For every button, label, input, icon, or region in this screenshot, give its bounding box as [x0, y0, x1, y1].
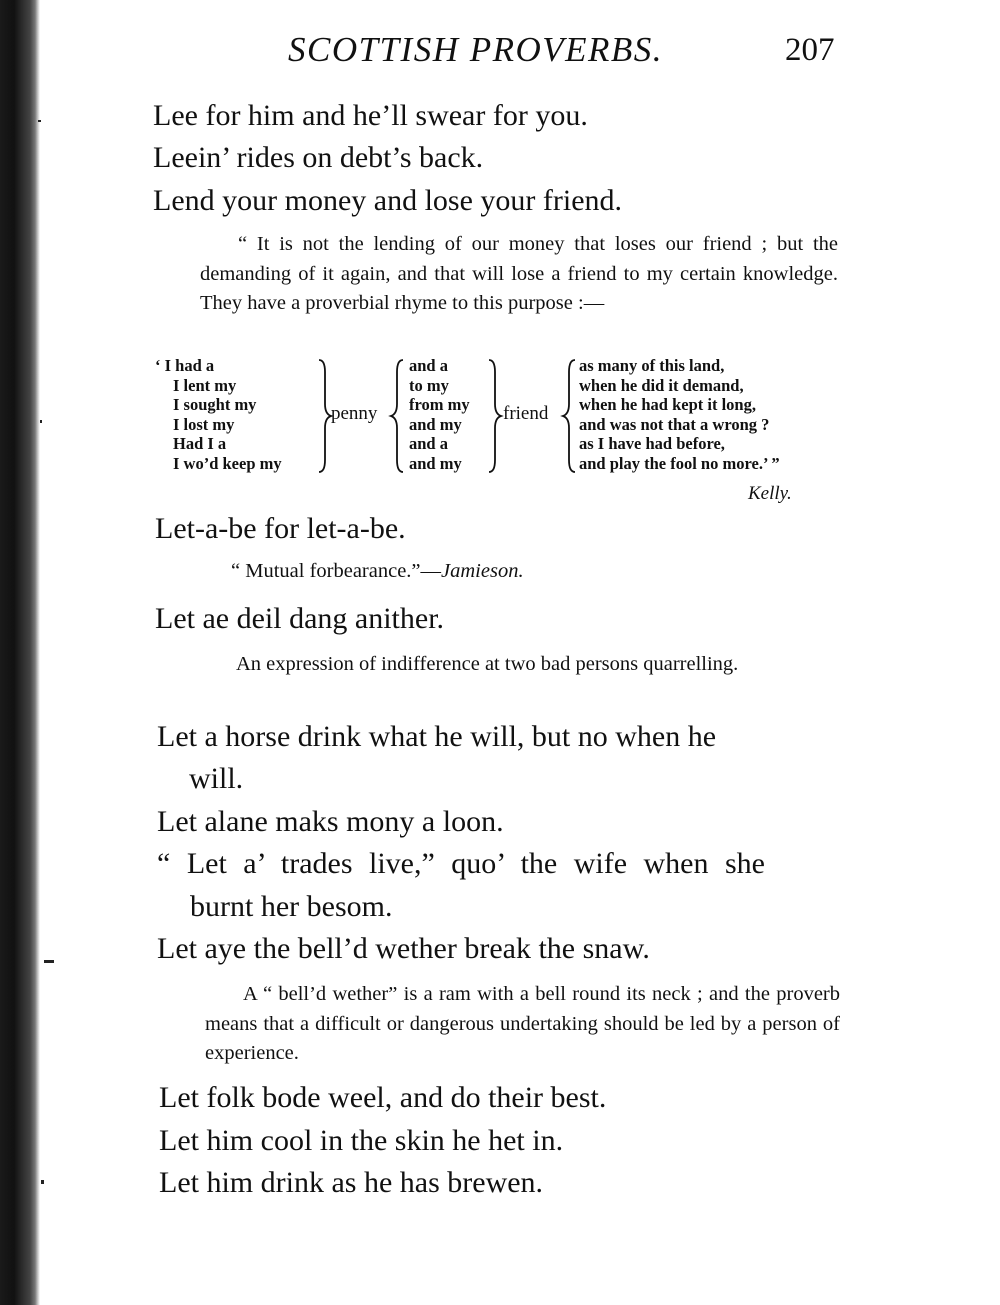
- proverb: Let alane maks mony a loon.: [157, 805, 504, 838]
- proverb: Let him cool in the skin he het in.: [159, 1124, 564, 1157]
- rhyme-line: when he had kept it long,: [579, 395, 756, 414]
- proverb: Let aye the bell’d wether break the snaw.: [157, 932, 650, 965]
- rhyme-line: ‘ I had a: [155, 356, 215, 375]
- proverbial-rhyme: [155, 356, 855, 481]
- note-text: A “ bell’d wether” is a ram with a bell round its neck ; and the proverb means that a difficult or dangerous undertaking should be led by a person of experience.: [205, 983, 840, 1064]
- proverb: “ Let a’ trades live,” quo’ the wife when she: [157, 847, 765, 880]
- rhyme-line: Had I a: [173, 434, 227, 453]
- proverb: Leein’ rides on debt’s back.: [153, 141, 484, 174]
- rhyme-word-friend: friend: [503, 403, 549, 424]
- rhyme-line: I wo’d keep my: [173, 453, 282, 473]
- rhyme-line: from my: [409, 395, 470, 414]
- note-lending: [200, 230, 838, 319]
- rhyme-column-2: [409, 356, 470, 473]
- rhyme-line: as I have had before,: [579, 434, 725, 453]
- note-mutual: [231, 560, 524, 583]
- rhyme-attribution: Kelly.: [748, 483, 792, 504]
- proverb: Let ae deil dang anither.: [155, 602, 445, 635]
- rhyme-line: as many of this land,: [579, 356, 725, 375]
- note-text: “ It is not the lending of our money that loses our friend ; but the demanding of it again, and that will lose a friend to my certain knowledge. They have a proverbial rhyme to this purpose :—: [200, 233, 838, 314]
- proverb: Let folk bode weel, and do their best.: [159, 1081, 607, 1114]
- book-binding-edge: [0, 0, 40, 1305]
- brace-close-2: [485, 356, 505, 476]
- rhyme-line: I sought my: [173, 395, 257, 414]
- proverb: Lee for him and he’ll swear for you.: [153, 99, 588, 132]
- proverb: Let-a-be for let-a-be.: [155, 512, 406, 545]
- proverb-continuation: burnt her besom.: [190, 890, 393, 923]
- rhyme-line: and a: [409, 356, 448, 375]
- note-wether: [205, 980, 840, 1069]
- page-number: 207: [785, 32, 835, 68]
- rhyme-line: I lost my: [173, 414, 235, 434]
- note-text: “ Mutual forbearance.”—: [231, 560, 442, 582]
- note-expression: [198, 650, 838, 680]
- brace-open-3: [559, 356, 579, 476]
- rhyme-line: I lent my: [173, 375, 237, 395]
- proverb: Let him drink as he has brewen.: [159, 1166, 544, 1199]
- rhyme-line: and my: [409, 414, 462, 434]
- proverb: Let a horse drink what he will, but no when he: [157, 720, 717, 753]
- proverb-continuation: will.: [189, 762, 244, 795]
- running-title: SCOTTISH PROVERBS.: [288, 30, 664, 69]
- brace-open-2: [387, 356, 407, 476]
- proverb: Lend your money and lose your friend.: [153, 184, 623, 217]
- rhyme-line: and was not that a wrong ?: [579, 414, 770, 434]
- rhyme-line: and a: [409, 434, 448, 453]
- rhyme-line: when he did it demand,: [579, 375, 744, 395]
- page-header: [0, 28, 1000, 78]
- rhyme-column-3: [579, 356, 780, 473]
- rhyme-line: and play the fool no more.’ ”: [579, 453, 780, 473]
- rhyme-line: and my: [409, 453, 462, 473]
- rhyme-word-penny: penny: [331, 403, 378, 424]
- note-text: An expression of indifference at two bad persons quarrelling.: [236, 653, 739, 675]
- note-source: Jamieson.: [441, 560, 524, 582]
- rhyme-line: to my: [409, 375, 449, 395]
- rhyme-column-1: [155, 356, 282, 473]
